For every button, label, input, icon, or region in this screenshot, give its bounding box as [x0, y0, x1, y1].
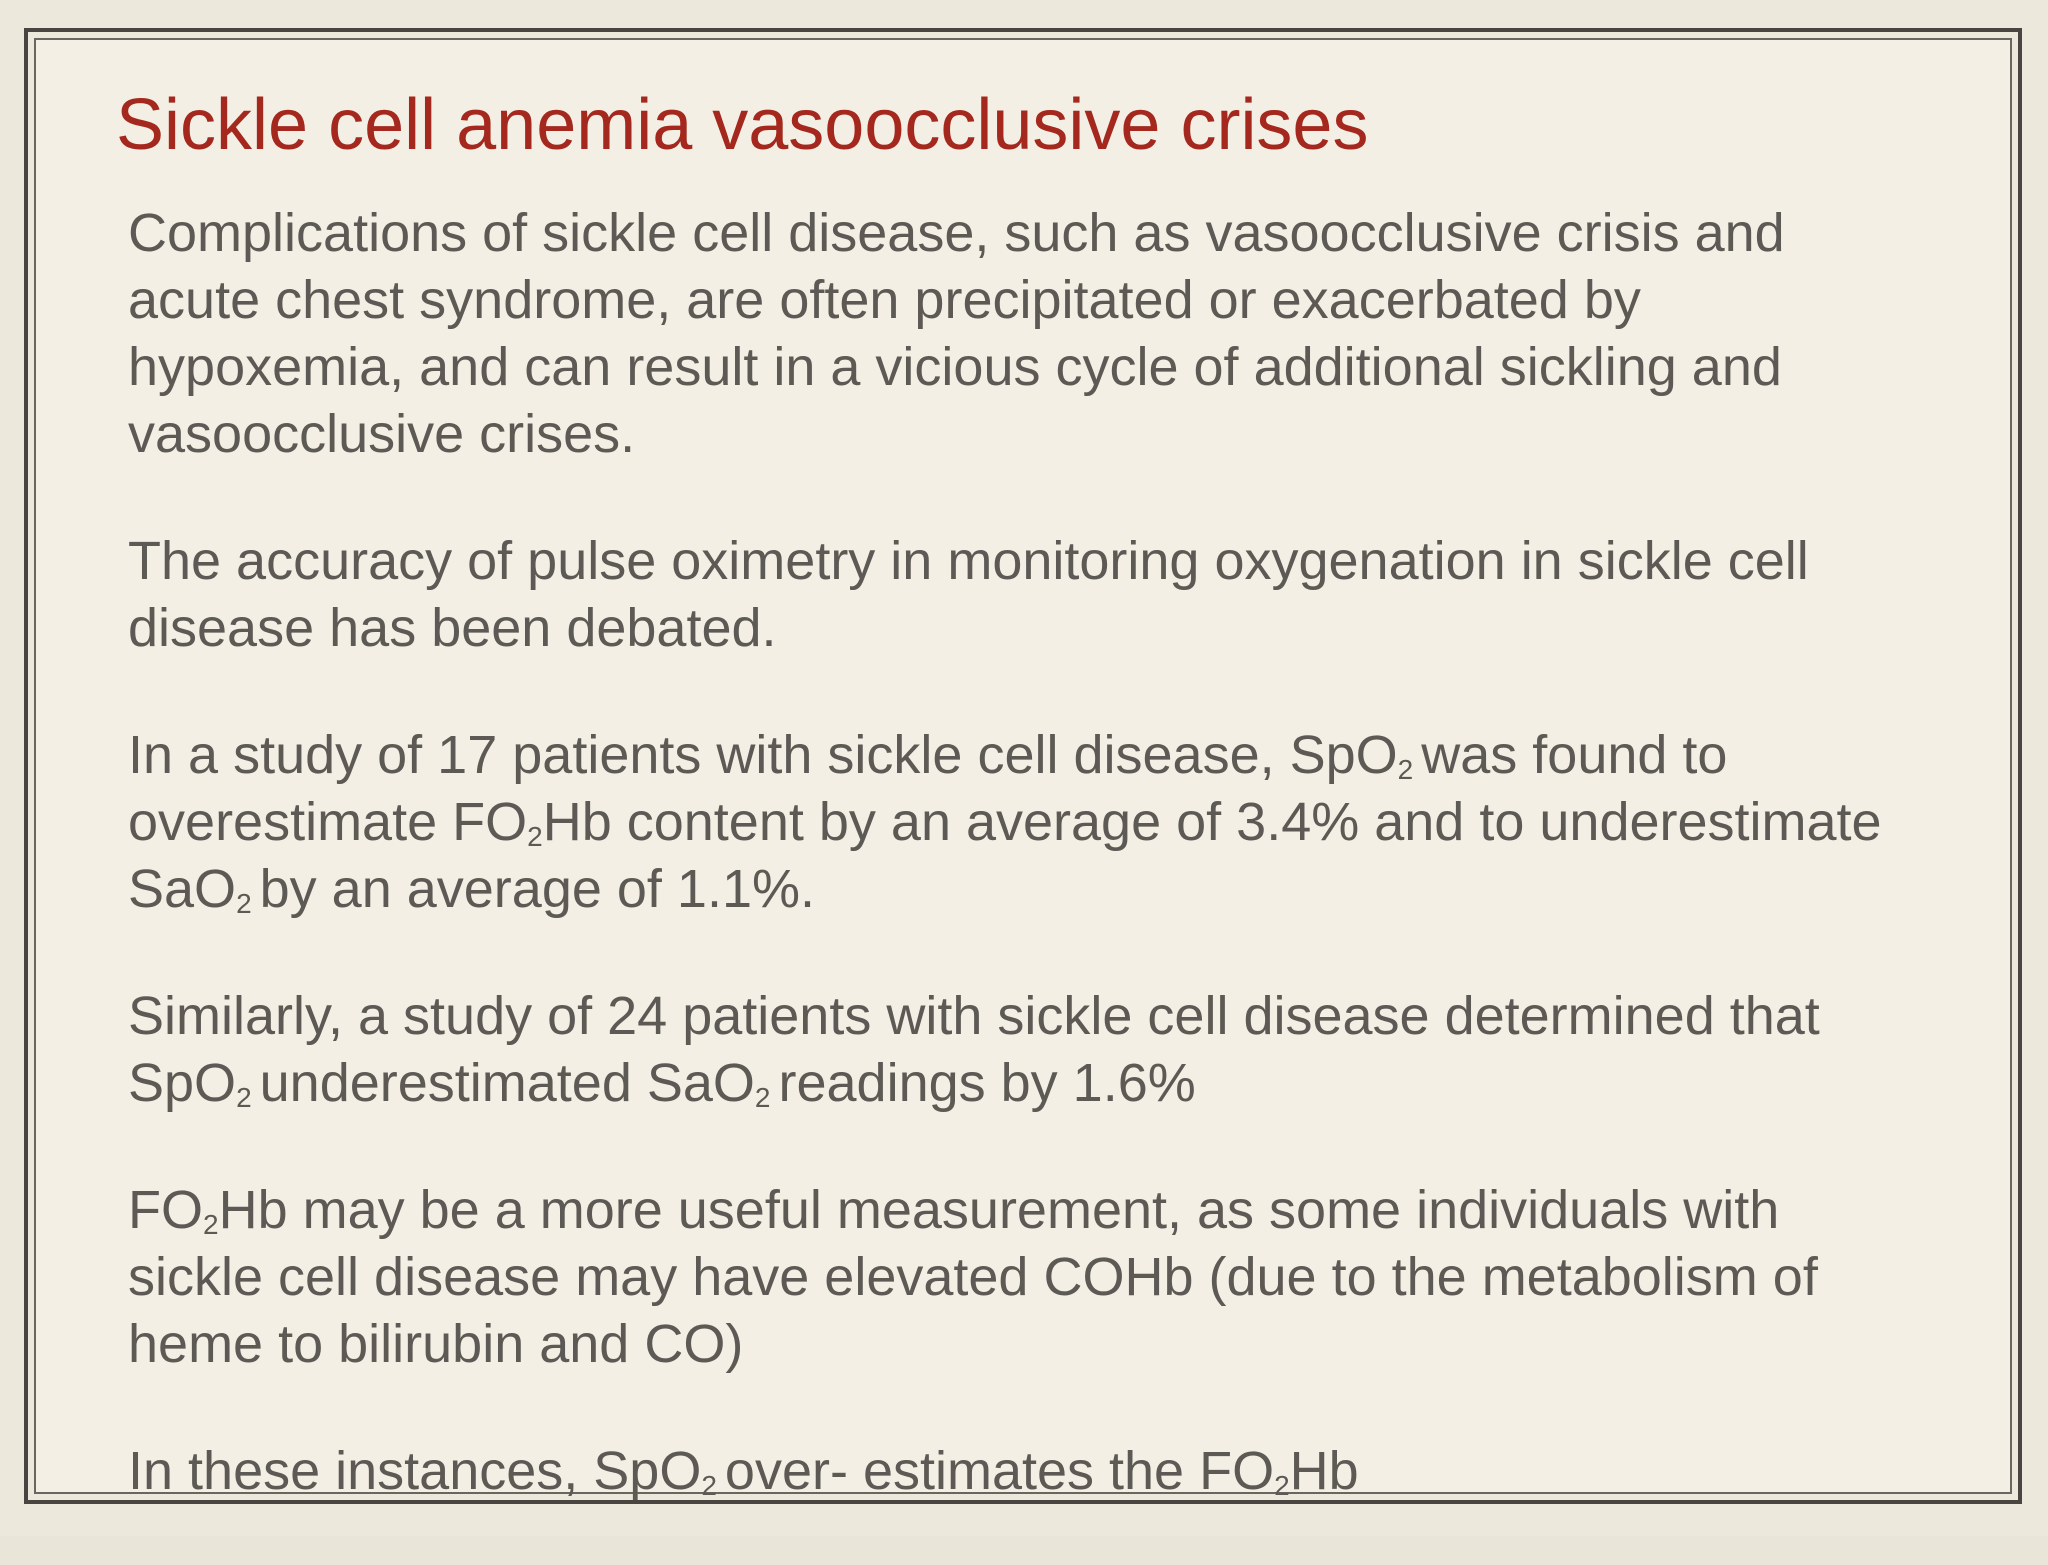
- text-segment: Hb content by an average of 3.4% and to underestimate SaO: [128, 792, 1882, 919]
- text-segment: by an average of 1.1%.: [259, 859, 816, 919]
- text-segment: was found to overestimate FO: [128, 725, 1728, 852]
- subscript: 2: [203, 1209, 219, 1240]
- text-segment: Hb may be a more useful measurement, as some individuals with sickle cell disease may have elevated COHb (due to the metabolism of heme to bilirubin and CO): [128, 1180, 1818, 1374]
- paragraph-study-24: [128, 983, 1928, 1117]
- subscript: 2: [236, 1082, 252, 1113]
- slide-title: Sickle cell anemia vasoocclusive crises: [116, 85, 1369, 165]
- paragraph-accuracy: The accuracy of pulse oximetry in monitoring oxygenation in sickle cell disease has been debated.: [128, 531, 1809, 658]
- text-segment: over- estimates the FO: [724, 1441, 1275, 1501]
- text-segment: In a study of 17 patients with sickle cell disease, SpO: [128, 725, 1398, 785]
- subscript: 2: [1397, 754, 1414, 785]
- paragraph-fo2hb: [128, 1177, 1928, 1378]
- subscript: 2: [701, 1470, 717, 1501]
- subscript: 2: [754, 1082, 771, 1113]
- text-segment: In these instances, SpO: [128, 1441, 702, 1501]
- subscript: 2: [527, 821, 543, 852]
- text-segment: Similarly, a study of 24 patients with sickle cell disease determined that SpO: [128, 986, 1820, 1113]
- text-segment: readings by 1.6%: [778, 1053, 1196, 1113]
- paragraph-complications: Complications of sickle cell disease, such as vasoocclusive crisis and acute chest syndrome, are often precipitated or exacerbated by hypoxemia, and can result in a vicious cycle of additional sickling and vasoocclusive crises.: [128, 203, 1785, 464]
- paragraph-study-17: [128, 722, 1928, 923]
- text-segment: FO: [128, 1180, 203, 1240]
- subscript: 2: [1274, 1470, 1290, 1501]
- subscript: 2: [236, 888, 252, 919]
- text-segment: Hb: [1289, 1441, 1359, 1501]
- text-segment: underestimated SaO: [259, 1053, 755, 1113]
- slide-body: [128, 200, 1928, 1565]
- paragraph-instances: [128, 1438, 1928, 1505]
